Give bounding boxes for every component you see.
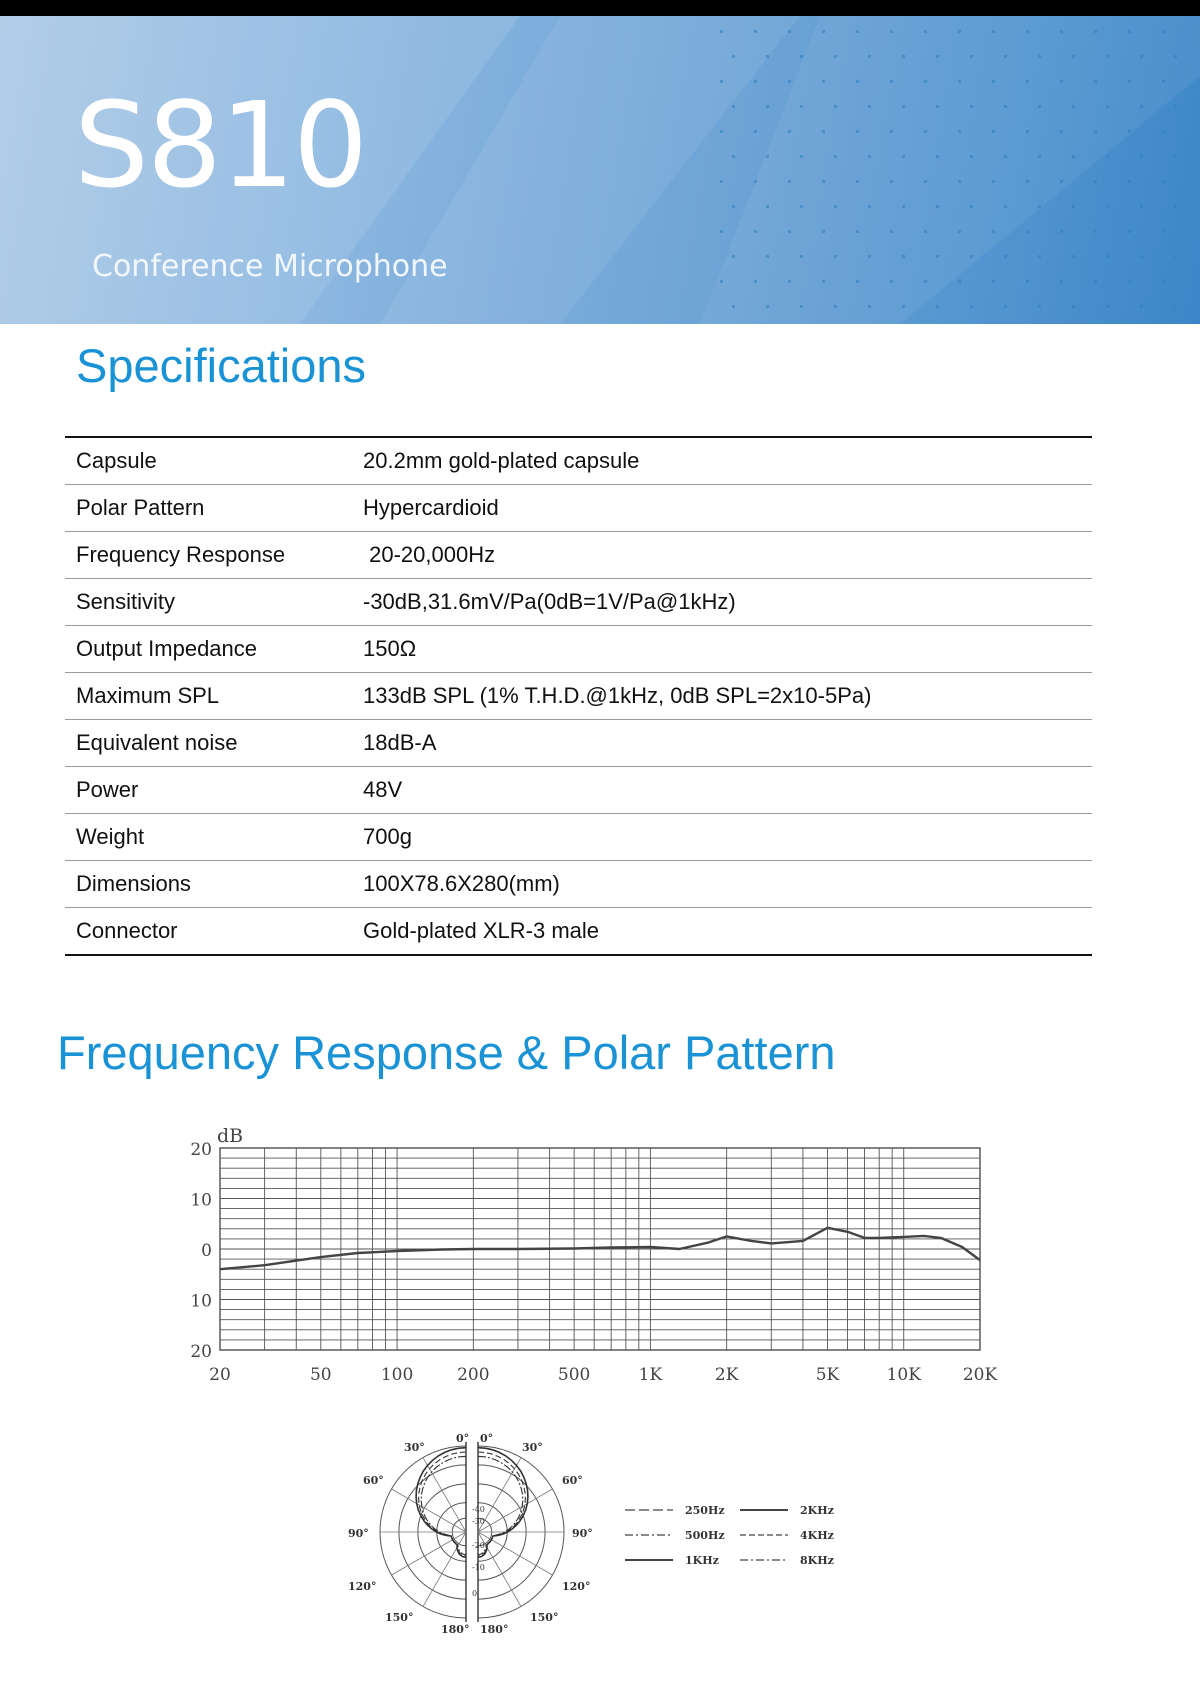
banner-dot: [890, 280, 893, 283]
banner-dot: [970, 105, 973, 108]
banner-dot: [834, 305, 837, 308]
banner-dot: [1106, 155, 1109, 158]
banner-dot: [1174, 205, 1177, 208]
spec-value: 100X78.6X280(mm): [363, 861, 1092, 908]
banner-dot: [720, 230, 723, 233]
spec-row: [65, 437, 1092, 485]
spec-row: [65, 485, 1092, 532]
banner-dot: [1140, 155, 1143, 158]
spec-value: 18dB-A: [363, 720, 1092, 767]
banner-dot: [720, 130, 723, 133]
banner-dot: [856, 180, 859, 183]
legend-label: 2KHz: [800, 1504, 834, 1517]
polar-angle-label: 60°: [363, 1474, 384, 1487]
banner-dot: [970, 255, 973, 258]
banner-dot: [890, 80, 893, 83]
banner-dot: [992, 130, 995, 133]
spec-label: Connector: [76, 918, 178, 943]
banner-dot: [868, 205, 871, 208]
spec-label: Sensitivity: [65, 579, 363, 626]
banner-dot: [766, 105, 769, 108]
banner-dot: [1038, 155, 1041, 158]
banner-dot: [958, 230, 961, 233]
spec-label: Power: [65, 767, 363, 814]
legend-label: 1KHz: [685, 1554, 719, 1567]
y-tick-label: 10: [190, 1190, 212, 1211]
banner-dot: [766, 205, 769, 208]
polar-angle-label: 180°: [441, 1623, 470, 1635]
banner-dot: [902, 305, 905, 308]
banner-dot: [754, 30, 757, 33]
banner-dot: [788, 30, 791, 33]
banner-dot: [732, 205, 735, 208]
banner-dot: [936, 155, 939, 158]
banner-dot: [720, 80, 723, 83]
banner-dot: [834, 55, 837, 58]
banner-dot: [1060, 180, 1063, 183]
banner-dot: [1004, 205, 1007, 208]
banner-dot: [1060, 280, 1063, 283]
banner-dot: [992, 80, 995, 83]
spec-value: 20-20,000Hz: [363, 532, 1092, 579]
spec-row: [65, 532, 1092, 579]
banner-dot: [868, 55, 871, 58]
spec-label: Polar Pattern: [65, 485, 363, 532]
spec-label: Capsule: [65, 437, 363, 485]
banner-dot: [868, 255, 871, 258]
banner-dot: [1094, 80, 1097, 83]
banner-dot: [1004, 55, 1007, 58]
banner-dot: [1026, 30, 1029, 33]
banner-dot: [1072, 155, 1075, 158]
y-axis-unit: dB: [217, 1125, 244, 1147]
banner-dot: [1026, 80, 1029, 83]
banner-dot: [1094, 30, 1097, 33]
banner-dot: [1038, 55, 1041, 58]
banner-dot: [1106, 205, 1109, 208]
banner-dot: [958, 80, 961, 83]
banner-dot: [822, 180, 825, 183]
polar-response-curve: [478, 1448, 528, 1558]
banner-dot: [754, 230, 757, 233]
banner-dot: [1174, 305, 1177, 308]
model-title: S810: [74, 76, 367, 214]
banner-dot: [992, 280, 995, 283]
y-tick-label: 20: [190, 1140, 212, 1160]
banner-dot: [958, 30, 961, 33]
banner-dot: [1072, 205, 1075, 208]
banner-dot: [1174, 255, 1177, 258]
response-heading: Frequency Response & Polar Pattern: [57, 1026, 836, 1079]
banner-dot: [788, 230, 791, 233]
banner-dot: [822, 280, 825, 283]
polar-angle-label: 90°: [348, 1527, 369, 1540]
polar-radial-label: -30: [472, 1517, 485, 1526]
banner-dot: [754, 80, 757, 83]
banner-dot: [1072, 105, 1075, 108]
frequency-response-chart: [170, 1110, 1000, 1400]
polar-radial-label: -40: [472, 1505, 485, 1514]
banner-dot: [732, 55, 735, 58]
banner-dot: [822, 230, 825, 233]
banner-dot: [1128, 230, 1131, 233]
spec-row: [65, 626, 1092, 673]
spec-row: [65, 767, 1092, 814]
banner-dot: [970, 55, 973, 58]
banner-dot: [800, 105, 803, 108]
y-tick-label: 0: [201, 1241, 212, 1261]
banner-dot: [958, 180, 961, 183]
banner-dot: [766, 255, 769, 258]
banner-dot: [834, 105, 837, 108]
banner-dot: [1162, 280, 1165, 283]
spec-label: Maximum SPL: [65, 673, 363, 720]
banner-dot: [732, 155, 735, 158]
banner-dot: [970, 205, 973, 208]
banner-dot: [936, 205, 939, 208]
header-banner: [0, 16, 1200, 324]
banner-dot: [1026, 280, 1029, 283]
banner-dot: [992, 30, 995, 33]
spec-label: Weight: [65, 814, 363, 861]
spec-value: 20.2mm gold-plated capsule: [363, 437, 1092, 485]
banner-dot: [902, 105, 905, 108]
banner-dot: [732, 305, 735, 308]
banner-dot: [1038, 255, 1041, 258]
specifications-table: [65, 436, 1092, 956]
banner-dot: [890, 130, 893, 133]
banner-dot: [856, 80, 859, 83]
banner-dot: [1162, 130, 1165, 133]
polar-response-curve: [421, 1456, 466, 1554]
banner-dot: [788, 180, 791, 183]
banner-dot: [856, 230, 859, 233]
banner-dot: [1128, 30, 1131, 33]
x-tick-label: 5K: [815, 1365, 840, 1385]
banner-dot: [834, 255, 837, 258]
spec-value: Hypercardioid: [363, 485, 1092, 532]
banner-dot: [1162, 30, 1165, 33]
banner-dot: [902, 155, 905, 158]
polar-angle-label: 150°: [530, 1611, 559, 1624]
banner-dot: [720, 30, 723, 33]
banner-dot: [902, 205, 905, 208]
banner-dot: [1004, 105, 1007, 108]
banner-dot: [1026, 180, 1029, 183]
banner-dot: [766, 305, 769, 308]
banner-dot: [1106, 305, 1109, 308]
x-tick-label: 10K: [886, 1365, 921, 1385]
banner-dot: [924, 80, 927, 83]
spec-row: [65, 908, 1092, 956]
x-tick-label: 50: [309, 1365, 332, 1385]
legend-label: 4KHz: [800, 1529, 834, 1542]
banner-dot: [890, 30, 893, 33]
product-subtitle: Conference Microphone: [92, 249, 448, 284]
polar-angle-label: 30°: [404, 1441, 425, 1454]
polar-angle-label: 30°: [522, 1441, 543, 1454]
banner-dot: [1094, 230, 1097, 233]
banner-dot: [1060, 230, 1063, 233]
spec-value: -30dB,31.6mV/Pa(0dB=1V/Pa@1kHz): [363, 579, 1092, 626]
x-tick-label: 20: [209, 1365, 231, 1385]
polar-angle-label: 90°: [572, 1527, 593, 1540]
banner-dot: [800, 205, 803, 208]
polar-angle-label: 150°: [385, 1611, 414, 1624]
banner-dot: [834, 155, 837, 158]
banner-dot: [936, 255, 939, 258]
polar-radial-label: -10: [472, 1563, 485, 1572]
banner-dot: [1174, 155, 1177, 158]
banner-dot: [754, 180, 757, 183]
spec-row: [65, 673, 1092, 720]
banner-dot: [1106, 105, 1109, 108]
banner-dot: [822, 30, 825, 33]
banner-dot: [924, 180, 927, 183]
polar-angle-label: 0°: [480, 1432, 494, 1445]
banner-dot: [936, 305, 939, 308]
banner-dot: [992, 180, 995, 183]
banner-dot: [1094, 280, 1097, 283]
banner-dot: [856, 130, 859, 133]
banner-dot: [970, 155, 973, 158]
legend-label: 500Hz: [685, 1529, 725, 1542]
spec-row: [65, 720, 1092, 767]
x-tick-label: 200: [457, 1365, 490, 1385]
banner-dot: [1094, 180, 1097, 183]
banner-dot: [1094, 130, 1097, 133]
banner-dot: [1072, 255, 1075, 258]
polar-radial-label: -20: [472, 1541, 485, 1550]
polar-legend: [625, 1496, 835, 1576]
banner-dot: [1128, 280, 1131, 283]
banner-dot: [1128, 180, 1131, 183]
banner-dot: [732, 105, 735, 108]
x-tick-label: 100: [380, 1365, 414, 1385]
banner-dot: [936, 55, 939, 58]
banner-dot: [1140, 105, 1143, 108]
spec-value: 48V: [363, 767, 1092, 814]
banner-dot: [1038, 305, 1041, 308]
spec-label: Frequency Response: [65, 532, 363, 579]
x-tick-label: 1K: [638, 1365, 663, 1385]
banner-dot: [788, 280, 791, 283]
banner-dot: [856, 30, 859, 33]
banner-dot: [970, 305, 973, 308]
banner-dot: [1026, 130, 1029, 133]
banner-dot: [732, 255, 735, 258]
spec-row: [65, 861, 1092, 908]
spec-label: Output Impedance: [65, 626, 363, 673]
banner-dot: [822, 130, 825, 133]
spec-row: [65, 814, 1092, 861]
spec-row: [65, 579, 1092, 626]
banner-dot: [924, 230, 927, 233]
legend-label: 8KHz: [800, 1554, 834, 1567]
polar-pattern-chart: [348, 1430, 598, 1635]
banner-dot: [800, 55, 803, 58]
banner-dot: [902, 255, 905, 258]
banner-dot: [834, 205, 837, 208]
polar-angle-label: 0°: [456, 1432, 470, 1445]
banner-dot: [1060, 130, 1063, 133]
banner-dot: [936, 105, 939, 108]
polar-angle-label: 180°: [480, 1623, 509, 1635]
banner-dot: [1174, 55, 1177, 58]
banner-dot: [868, 155, 871, 158]
banner-dot: [1106, 55, 1109, 58]
banner-dot: [992, 230, 995, 233]
response-curve: [220, 1228, 980, 1269]
banner-dot: [890, 180, 893, 183]
banner-dot: [1140, 55, 1143, 58]
banner-dot: [754, 280, 757, 283]
legend-label: 250Hz: [685, 1504, 725, 1517]
banner-dot: [1004, 155, 1007, 158]
banner-dot: [1004, 255, 1007, 258]
banner-dot: [766, 155, 769, 158]
banner-dot: [902, 55, 905, 58]
banner-dot: [924, 30, 927, 33]
banner-dot: [1106, 255, 1109, 258]
spec-value: Gold-plated XLR-3 male: [363, 918, 600, 943]
y-tick-label: 10: [190, 1291, 212, 1312]
banner-dot: [720, 180, 723, 183]
banner-dot: [800, 155, 803, 158]
banner-dot: [1072, 55, 1075, 58]
banner-dot: [1162, 180, 1165, 183]
banner-dot: [958, 280, 961, 283]
spec-label: Dimensions: [65, 861, 363, 908]
y-tick-label: 20: [190, 1342, 212, 1362]
banner-dot: [800, 255, 803, 258]
banner-dot: [1060, 80, 1063, 83]
banner-dot: [1162, 230, 1165, 233]
polar-response-curve: [416, 1448, 466, 1558]
spec-label: Equivalent noise: [65, 720, 363, 767]
banner-dot: [1004, 305, 1007, 308]
banner-dot: [800, 305, 803, 308]
banner-dot: [958, 130, 961, 133]
spec-value: 150Ω: [363, 626, 1092, 673]
banner-dot: [788, 130, 791, 133]
spec-value: 133dB SPL (1% T.H.D.@1kHz, 0dB SPL=2x10-5Pa): [363, 673, 1092, 720]
banner-dot: [754, 130, 757, 133]
banner-dot: [1038, 105, 1041, 108]
x-tick-label: 2K: [714, 1365, 739, 1385]
banner-dot: [890, 230, 893, 233]
banner-dot: [1140, 205, 1143, 208]
banner-dot: [822, 80, 825, 83]
banner-dot: [766, 55, 769, 58]
banner-dot: [1140, 305, 1143, 308]
banner-dot: [1060, 30, 1063, 33]
spec-value: 700g: [363, 814, 1092, 861]
top-bar: [0, 0, 1200, 16]
polar-angle-label: 120°: [562, 1580, 591, 1593]
banner-dot: [788, 80, 791, 83]
polar-angle-label: 120°: [348, 1580, 377, 1593]
banner-dot: [1072, 305, 1075, 308]
banner-dot: [1038, 205, 1041, 208]
banner-dot: [1140, 255, 1143, 258]
banner-dot: [1162, 80, 1165, 83]
banner-dot: [868, 105, 871, 108]
banner-dot: [1128, 130, 1131, 133]
specifications-heading: Specifications: [76, 339, 366, 392]
polar-angle-label: 60°: [562, 1474, 583, 1487]
banner-dot: [1174, 105, 1177, 108]
banner-dot: [868, 305, 871, 308]
banner-dot: [924, 130, 927, 133]
banner-dot: [720, 280, 723, 283]
polar-radial-label: 0: [472, 1589, 478, 1598]
banner-dot: [1128, 80, 1131, 83]
banner-dot: [856, 280, 859, 283]
banner-dot: [1026, 230, 1029, 233]
x-tick-label: 20K: [962, 1365, 998, 1385]
banner-dot: [924, 280, 927, 283]
x-tick-label: 500: [557, 1365, 591, 1385]
